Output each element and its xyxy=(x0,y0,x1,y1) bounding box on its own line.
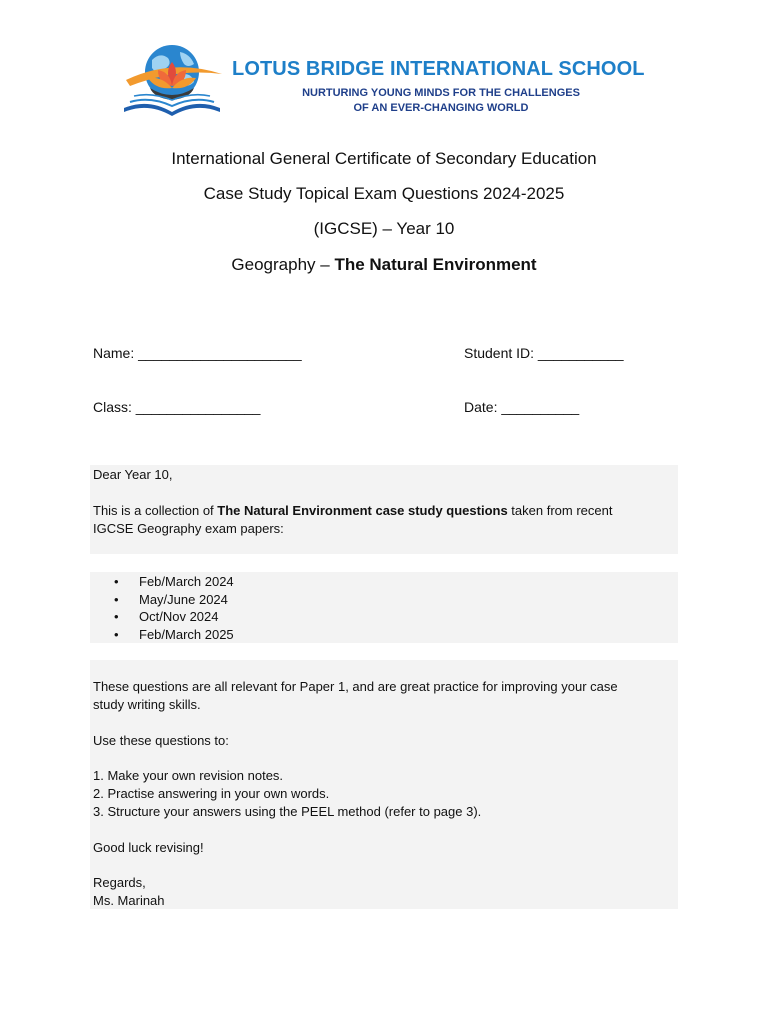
step-2: 2. Practise answering in your own words. xyxy=(93,786,330,801)
tagline-line-2: OF AN EVER-CHANGING WORLD xyxy=(353,102,529,114)
exam-paper-list xyxy=(90,572,678,643)
intro-line-2: IGCSE Geography exam papers: xyxy=(93,521,284,536)
school-logo-icon xyxy=(118,40,230,124)
name-field: Name: _____________________ xyxy=(93,345,302,361)
use-heading: Use these questions to: xyxy=(93,733,229,748)
relevance-line-2: study writing skills. xyxy=(93,697,201,712)
closing-line: Good luck revising! xyxy=(93,840,204,855)
school-tagline xyxy=(232,86,650,116)
step-3: 3. Structure your answers using the PEEL method (refer to page 3). xyxy=(93,804,482,819)
letter-greeting: Dear Year 10, xyxy=(93,467,173,482)
signature: Ms. Marinah xyxy=(93,893,165,908)
intro-suffix: taken from recent xyxy=(507,503,613,518)
school-name: LOTUS BRIDGE INTERNATIONAL SCHOOL xyxy=(232,58,645,80)
step-1: 1. Make your own revision notes. xyxy=(93,768,284,783)
list-item: • Oct/Nov 2024 xyxy=(114,609,219,625)
class-field: Class: ________________ xyxy=(93,399,261,415)
title-line-2: Case Study Topical Exam Questions 2024-2025 xyxy=(203,184,565,203)
title-line-3: (IGCSE) – Year 10 xyxy=(313,219,455,238)
tagline-line-1: NURTURING YOUNG MINDS FOR THE CHALLENGES xyxy=(302,87,580,99)
intro-prefix: This is a collection of xyxy=(93,503,218,518)
title-line-1: International General Certificate of Secondary Education xyxy=(171,149,597,168)
regards-line: Regards, xyxy=(93,875,146,890)
list-item: • Feb/March 2025 xyxy=(114,627,234,643)
student-id-field: Student ID: ___________ xyxy=(464,345,624,361)
date-field: Date: __________ xyxy=(464,399,580,415)
title-line-4 xyxy=(0,255,768,275)
subject-label: Geography – xyxy=(231,255,335,274)
list-item: • May/June 2024 xyxy=(114,591,228,607)
relevance-line-1: These questions are all relevant for Paper 1, and are great practice for improving your case xyxy=(93,679,618,694)
intro-line-1 xyxy=(93,502,612,520)
intro-bold: The Natural Environment case study questions xyxy=(217,503,508,518)
topic-label: The Natural Environment xyxy=(334,255,537,274)
list-item: • Feb/March 2024 xyxy=(114,574,234,589)
